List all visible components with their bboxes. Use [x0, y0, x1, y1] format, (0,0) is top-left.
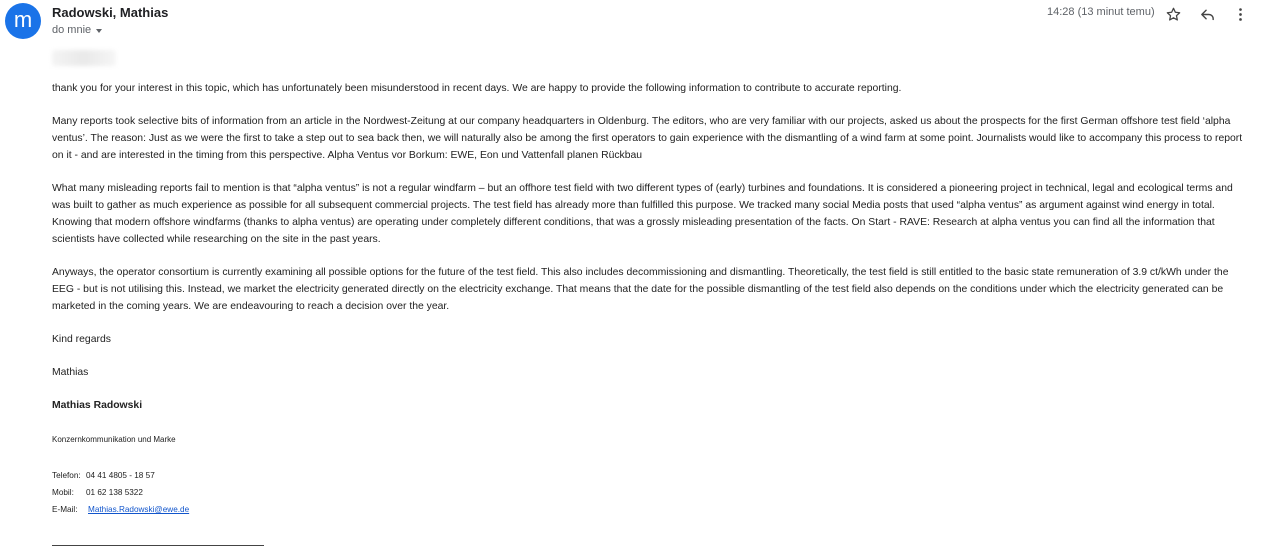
phone-label: Telefon:: [52, 471, 81, 480]
sender-first-name: Mathias: [52, 367, 89, 378]
signature-department: Konzernkommunikation und Marke: [52, 435, 176, 444]
sender-name[interactable]: Radowski, Mathias: [52, 5, 169, 20]
signature-contact-block: [52, 467, 1252, 518]
signature-name: Mathias Radowski: [52, 400, 143, 411]
message-timestamp: 14:28 (13 minut temu): [1047, 6, 1155, 18]
redacted-greeting: [52, 50, 116, 66]
chevron-down-icon: [96, 29, 102, 33]
avatar-letter: m: [13, 7, 33, 32]
more-vertical-icon: [1232, 6, 1249, 23]
star-icon: [1165, 6, 1182, 23]
sender-avatar[interactable]: [5, 3, 41, 39]
email-row: [52, 501, 1252, 518]
body-paragraph: Anyways, the operator consortium is currently examining all possible options for the future of the test field. This also includes decommissioning and dismantling. Theoretically, the test field is still entitled to the basic state remuneration of 3.9 ct/kWh under the EEG - but is not utilising this. Instead, we market the electricity generated directly on the electricity exchange. That means that the date for the possible dismantling of the test field also depends on the conditions under which the electricity generated can be marketed in the coming years. We are endeavouring to reach a decision over the year.: [52, 267, 1229, 312]
phone-value: 04 41 4805 - 18 57: [86, 471, 155, 480]
reply-button[interactable]: [1197, 4, 1217, 24]
body-paragraph: What many misleading reports fail to mention is that “alpha ventus” is not a regular windfarm – but an offhore test field with two different types of (early) turbines and foundations. It is considered a pioneering project in technical, legal and ecological terms and was built to gather as much experience as possible for all subsequent commercial projects. The test field has already more than fulfilled this purpose. We tracked many social Media posts that used “alpha ventus” as argument against wind energy in total. Knowing that modern offshore windfarms (thanks to alpha ventus) are operating under completely different conditions, that was a grossly misleading presentation of the facts. On Start - RAVE: Research at alpha ventus you can find all the information that scientists have collected while researching on the site in the past years.: [52, 183, 1233, 245]
reply-icon: [1199, 6, 1216, 23]
recipient-details-toggle[interactable]: [52, 24, 102, 36]
mobile-row: [52, 484, 1252, 501]
body-paragraph: thank you for your interest in this topic, which has unfortunately been misunderstood in recent days. We are happy to provide the following information to contribute to accurate reporting.: [52, 83, 902, 94]
more-options-button[interactable]: [1230, 4, 1250, 24]
email-link[interactable]: Mathias.Radowski@ewe.de: [88, 505, 190, 514]
email-label: E-Mail:: [52, 505, 78, 514]
phone-row: [52, 467, 1252, 484]
message-body: [52, 80, 1252, 518]
mobile-value: 01 62 138 5322: [86, 488, 143, 497]
recipient-label: do mnie: [52, 24, 92, 36]
body-paragraph: Many reports took selective bits of information from an article in the Nordwest-Zeitung at our company headquarters in Oldenburg. The editors, who are very familiar with our projects, asked us about the prospects for the first German offshore test field ‘alpha ventus’. The reason: Just as we were the first to take a step out to sea back then, we will naturally also be among the first operators to gain experience with the dismantling of a wind farm at some point. Journalists would like to accompany this process to report on it - and are interested in the timing from this perspective. Alpha Ventus vor Borkum: EWE, Eon und Vattenfall planen Rückbau: [52, 116, 1243, 161]
closing-line: Kind regards: [52, 334, 111, 345]
star-button[interactable]: [1163, 4, 1183, 24]
mobile-label: Mobil:: [52, 488, 74, 497]
signature-divider: [52, 545, 264, 546]
